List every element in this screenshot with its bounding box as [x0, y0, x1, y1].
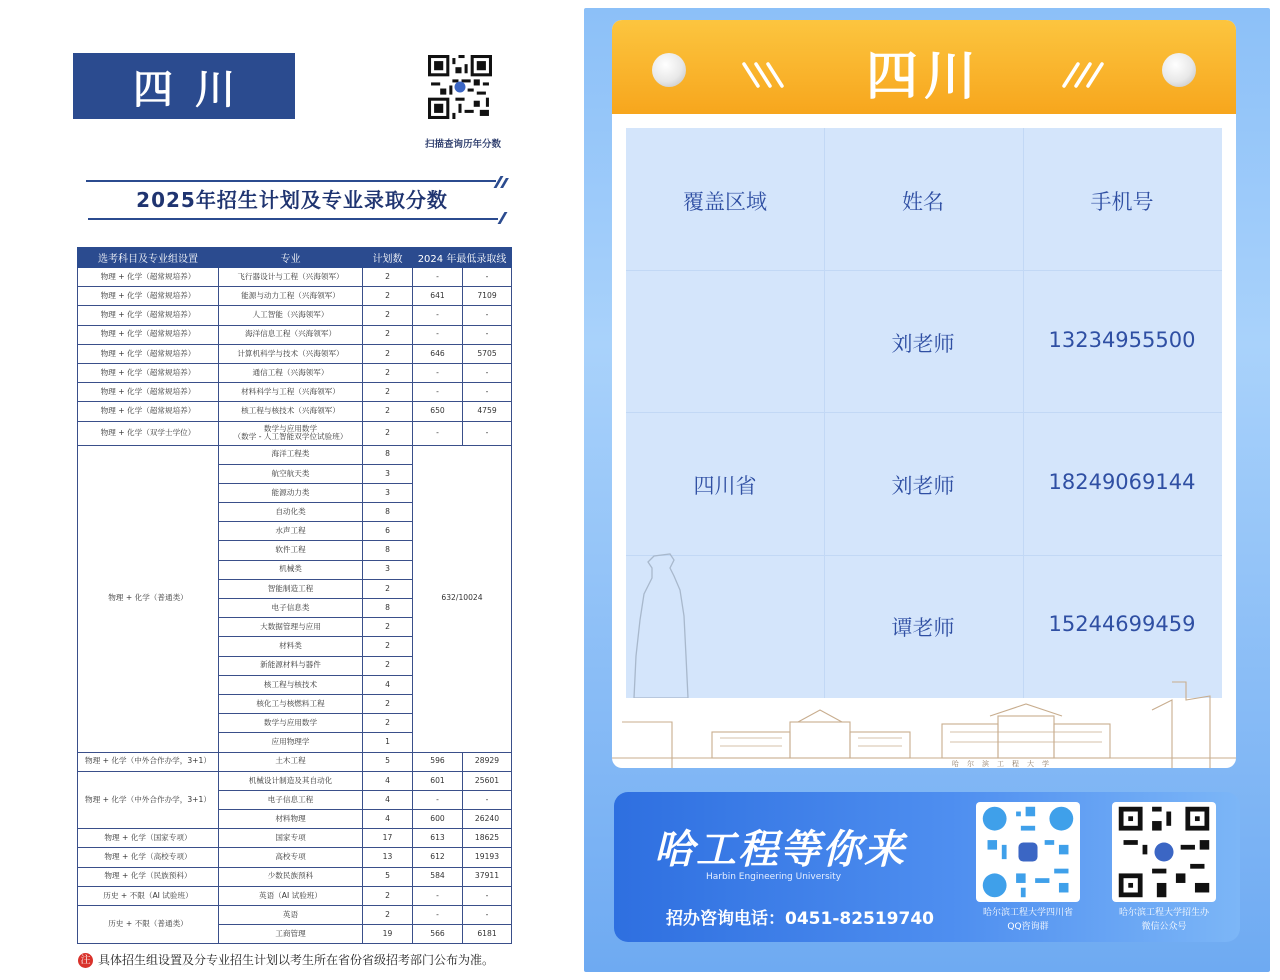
contact-phone[interactable]: 15244699459	[1048, 612, 1196, 636]
cell-major: 电子信息工程	[219, 790, 363, 809]
cell-major: 核工程与核技术（兴海领军）	[219, 402, 363, 421]
cell-score: 596	[413, 752, 463, 771]
cell-major: 水声工程	[219, 522, 363, 541]
cell-score: -	[413, 325, 463, 344]
cell-group: 物理 + 化学（民族预科）	[78, 867, 219, 886]
cell-major: 海洋工程类	[219, 445, 363, 464]
cell-plan: 8	[363, 503, 413, 522]
cell-plan: 3	[363, 560, 413, 579]
header-region: 覆盖区域	[683, 190, 767, 214]
cell-major: 材料物理	[219, 810, 363, 829]
cell-rank: 37911	[463, 867, 512, 886]
cell-score: 646	[413, 344, 463, 363]
cell-score: -	[413, 906, 463, 925]
cell-plan: 2	[363, 886, 413, 905]
cell-plan: 2	[363, 656, 413, 675]
cell-rank: -	[463, 268, 512, 287]
cell-major: 国家专项	[219, 829, 363, 848]
cell-group: 历史 + 不限（普通类）	[78, 906, 219, 944]
slogan-english: Harbin Engineering University	[706, 872, 842, 882]
cell-major: 材料科学与工程（兴海领军）	[219, 383, 363, 402]
cell-plan: 2	[363, 325, 413, 344]
cell-major: 材料类	[219, 637, 363, 656]
qr-caption-line: 微信公众号	[1141, 922, 1187, 932]
table-row	[78, 402, 512, 421]
card-title: 四川	[865, 47, 982, 107]
table-row	[78, 906, 512, 925]
cell-rank: -	[463, 383, 512, 402]
cell-rank: 26240	[463, 810, 512, 829]
header-name: 姓名	[902, 190, 944, 214]
cell-major: 机械设计制造及其自动化	[219, 771, 363, 790]
cell-plan: 8	[363, 445, 413, 464]
cell-plan: 1	[363, 733, 413, 752]
cell-rank: 6181	[463, 925, 512, 944]
cell-group: 物理 + 化学（超常规培养）	[78, 306, 219, 325]
cell-group: 物理 + 化学（双学士学位）	[78, 421, 219, 445]
contact-phone[interactable]: 13234955500	[1048, 328, 1196, 352]
cell-plan: 8	[363, 541, 413, 560]
cell-major: 航空航天类	[219, 464, 363, 483]
cell-plan: 13	[363, 848, 413, 867]
province-name: 四川	[133, 66, 257, 113]
cell-plan: 2	[363, 714, 413, 733]
header-plan: 计划数	[363, 248, 413, 268]
qr-caption-line: 哈尔滨工程大学四川省	[982, 908, 1073, 918]
cell-plan: 6	[363, 522, 413, 541]
qr-caption-line: 哈尔滨工程大学招生办	[1118, 908, 1209, 918]
plan-title: 2025年招生计划及专业录取分数	[136, 188, 448, 212]
cell-rank: -	[463, 363, 512, 382]
cell-major: 数学与应用数学	[219, 714, 363, 733]
table-row	[78, 383, 512, 402]
cell-plan: 2	[363, 383, 413, 402]
qr-code-icon	[976, 802, 1080, 902]
province-banner	[73, 53, 295, 119]
cell-group: 物理 + 化学（超常规培养）	[78, 402, 219, 421]
cell-major-line2: （数学 - 人工智能双学位试验班）	[233, 432, 348, 441]
cell-plan: 2	[363, 637, 413, 656]
header-phone: 手机号	[1090, 190, 1154, 214]
cell-plan: 2	[363, 344, 413, 363]
cell-group: 物理 + 化学（普通类）	[78, 445, 219, 752]
cell-plan: 2	[363, 287, 413, 306]
cell-score: 601	[413, 771, 463, 790]
cell-score: -	[413, 383, 463, 402]
cell-plan: 4	[363, 675, 413, 694]
qr-code-icon	[428, 55, 492, 119]
wechat-official-qr[interactable]	[1112, 802, 1216, 902]
table-row	[78, 287, 512, 306]
region-value: 四川省	[693, 474, 757, 498]
cell-plan: 5	[363, 867, 413, 886]
qr-caption: 扫描查询历年分数	[424, 139, 501, 150]
cell-plan: 5	[363, 752, 413, 771]
cell-major	[219, 421, 363, 445]
cell-rank: 25601	[463, 771, 512, 790]
cell-score: -	[413, 306, 463, 325]
cell-score: -	[413, 790, 463, 809]
promo-banner	[614, 792, 1240, 942]
cell-plan: 3	[363, 464, 413, 483]
cell-major: 自动化类	[219, 503, 363, 522]
cell-major: 海洋信息工程（兴海领军）	[219, 325, 363, 344]
cell-plan: 3	[363, 483, 413, 502]
table-row	[78, 268, 512, 287]
cell-plan: 2	[363, 694, 413, 713]
cell-rank: -	[463, 790, 512, 809]
cell-major: 电子信息类	[219, 599, 363, 618]
cell-major: 高校专项	[219, 848, 363, 867]
table-row	[78, 445, 512, 464]
cell-major: 应用物理学	[219, 733, 363, 752]
cell-plan: 4	[363, 790, 413, 809]
card-header	[612, 20, 1236, 114]
cell-score: -	[413, 363, 463, 382]
cell-plan: 2	[363, 402, 413, 421]
cell-major: 能源动力类	[219, 483, 363, 502]
cell-major: 大数据管理与应用	[219, 618, 363, 637]
qq-group-caption	[966, 906, 1090, 934]
cell-score: 612	[413, 848, 463, 867]
cell-major: 智能制造工程	[219, 579, 363, 598]
cell-major: 工商管理	[219, 925, 363, 944]
table-row	[78, 421, 512, 445]
cell-rank: -	[463, 421, 512, 445]
cell-group: 物理 + 化学（超常规培养）	[78, 383, 219, 402]
cell-major: 英语	[219, 906, 363, 925]
table-row	[78, 771, 512, 790]
contact-name: 刘老师	[891, 332, 955, 356]
campus-caption: 哈尔滨工程大学	[952, 760, 1057, 768]
cell-group: 物理 + 化学（高校专项）	[78, 848, 219, 867]
cell-rank: -	[463, 906, 512, 925]
cell-group: 物理 + 化学（超常规培养）	[78, 363, 219, 382]
cell-rank: 4759	[463, 402, 512, 421]
admission-plan-table	[77, 247, 512, 944]
hotline-text[interactable]: 招办咨询电话：0451-82519740	[666, 909, 934, 929]
table-row	[78, 306, 512, 325]
cell-major: 新能源材料与器件	[219, 656, 363, 675]
footnote-text: 具体招生组设置及分专业招生计划以考生所在省份省级招考部门公布为准。	[98, 953, 495, 967]
plan-title-box	[82, 176, 502, 224]
cell-plan: 17	[363, 829, 413, 848]
cell-major: 少数民族预科	[219, 867, 363, 886]
cell-plan: 4	[363, 810, 413, 829]
qq-group-qr[interactable]	[976, 802, 1080, 902]
cell-major-line1: 数学与应用数学	[263, 423, 318, 433]
cell-group: 物理 + 化学（超常规培养）	[78, 325, 219, 344]
cell-plan: 19	[363, 925, 413, 944]
cell-plan: 2	[363, 268, 413, 287]
cell-score: 584	[413, 867, 463, 886]
slogan: 哈工程等你来	[654, 826, 906, 873]
campus-building-illustration-icon	[612, 670, 1236, 768]
contact-phone[interactable]: 18249069144	[1048, 470, 1196, 494]
cell-plan: 2	[363, 306, 413, 325]
cell-plan: 8	[363, 599, 413, 618]
note-mark: 注	[78, 953, 93, 968]
cell-group: 历史 + 不限（AI 试验班）	[78, 886, 219, 905]
header-major: 专业	[219, 248, 363, 268]
table-row	[78, 886, 512, 905]
cell-plan: 4	[363, 771, 413, 790]
table-row	[78, 848, 512, 867]
cell-major: 计算机科学与技术（兴海领军）	[219, 344, 363, 363]
table-row	[78, 363, 512, 382]
cell-rank: 19193	[463, 848, 512, 867]
cell-score-rank: 632/10024	[413, 445, 512, 752]
table-row	[78, 752, 512, 771]
cell-major: 飞行器设计与工程（兴海领军）	[219, 268, 363, 287]
footnote	[78, 951, 494, 968]
qr-code-icon	[1112, 802, 1216, 902]
cell-score: 600	[413, 810, 463, 829]
cell-group: 物理 + 化学（国家专项）	[78, 829, 219, 848]
cell-score: 613	[413, 829, 463, 848]
contact-name: 刘老师	[891, 474, 955, 498]
cell-score: -	[413, 268, 463, 287]
wechat-caption	[1102, 906, 1226, 934]
cell-rank: 28929	[463, 752, 512, 771]
table-row	[78, 867, 512, 886]
cell-group: 物理 + 化学（超常规培养）	[78, 268, 219, 287]
contact-page	[584, 8, 1270, 972]
table-header-row	[78, 248, 512, 268]
qr-caption-line: QQ咨询群	[1007, 922, 1049, 932]
cell-plan: 2	[363, 618, 413, 637]
cell-score: -	[413, 421, 463, 445]
cell-major: 英语（AI 试验班）	[219, 886, 363, 905]
cell-rank: 7109	[463, 287, 512, 306]
contact-name: 谭老师	[891, 616, 955, 640]
contact-table	[626, 128, 1222, 698]
cell-group: 物理 + 化学（超常规培养）	[78, 344, 219, 363]
cell-major: 人工智能（兴海领军）	[219, 306, 363, 325]
table-row	[78, 344, 512, 363]
cell-major: 机械类	[219, 560, 363, 579]
cell-plan: 2	[363, 421, 413, 445]
cell-plan: 2	[363, 579, 413, 598]
cell-major: 通信工程（兴海领军）	[219, 363, 363, 382]
cell-major: 土木工程	[219, 752, 363, 771]
cell-rank: -	[463, 886, 512, 905]
table-row	[78, 829, 512, 848]
cell-rank: 5705	[463, 344, 512, 363]
cell-major: 能源与动力工程（兴海领军）	[219, 287, 363, 306]
cell-score: -	[413, 886, 463, 905]
cell-plan: 2	[363, 906, 413, 925]
header-min-score: 2024 年最低录取线	[413, 248, 512, 268]
cell-score: 566	[413, 925, 463, 944]
cell-group: 物理 + 化学（中外合作办学，3+1）	[78, 752, 219, 771]
cell-group: 物理 + 化学（超常规培养）	[78, 287, 219, 306]
table-row	[78, 325, 512, 344]
cell-major: 核工程与核技术	[219, 675, 363, 694]
cell-score: 650	[413, 402, 463, 421]
cell-rank: 18625	[463, 829, 512, 848]
cell-major: 软件工程	[219, 541, 363, 560]
cell-rank: -	[463, 306, 512, 325]
cell-group: 物理 + 化学（中外合作办学，3+1）	[78, 771, 219, 829]
cell-plan: 2	[363, 363, 413, 382]
header-group: 选考科目及专业组设置	[78, 248, 219, 268]
cell-rank: -	[463, 325, 512, 344]
admission-plan-page	[0, 0, 570, 980]
contact-card	[612, 20, 1236, 768]
cell-major: 核化工与核燃料工程	[219, 694, 363, 713]
cell-score: 641	[413, 287, 463, 306]
